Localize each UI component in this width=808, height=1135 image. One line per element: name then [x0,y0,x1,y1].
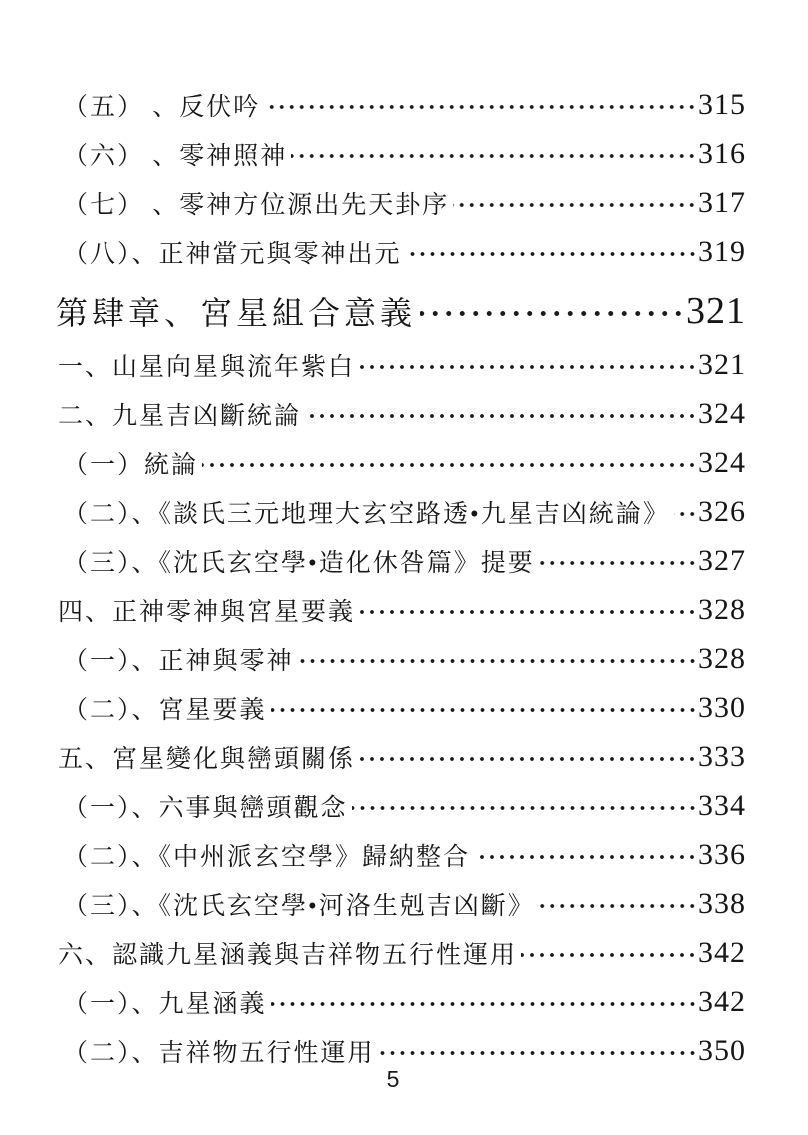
dot-leader [202,459,697,471]
toc-entry-page-number: 342 [698,935,746,969]
toc-entry-label: 二、九星吉凶斷統論 [58,402,302,430]
dot-leader [298,655,697,667]
toc-entry-page-number: 338 [698,886,746,920]
toc-entry-label: （二）、《談氏三元地理大玄空路透•九星吉凶統論》 [63,500,670,528]
dot-leader [521,949,697,961]
dot-leader [379,1047,697,1059]
toc-entry-label: （二）、吉祥物五行性運用 [63,1039,375,1067]
toc-entry-page-number: 350 [698,1033,746,1067]
toc-entry-page-number: 316 [698,136,746,170]
dot-leader [359,753,697,765]
toc-entry-label: （一）、九星涵義 [63,990,267,1018]
toc-entry [56,879,746,928]
dot-leader [271,704,697,716]
dot-leader [359,606,697,618]
dot-leader [352,802,697,814]
toc-entry-label: （二）、《中州派玄空學》歸納整合 [63,843,471,871]
toc-entry-page-number: 342 [698,984,746,1018]
toc-entry [56,634,746,683]
toc-entry-label: 六、認識九星涵義與吉祥物五行性運用 [58,941,518,969]
toc-entry-page-number: 324 [698,396,746,430]
toc-entry-page-number: 327 [698,543,746,577]
toc-entry-label: （七） 、零神方位源出先天卦序 [63,191,450,219]
toc-entry [56,389,746,438]
dot-leader [406,248,697,260]
toc-entry [56,80,746,129]
dot-leader [291,150,697,162]
toc-entry-page-number: 336 [698,837,746,871]
toc-entry-page-number: 330 [698,690,746,724]
toc-entry-page-number: 333 [698,739,746,773]
toc-entry-label: （二）、宮星要義 [63,696,267,724]
dot-leader [271,998,697,1010]
toc-entry [56,438,746,487]
dot-leader [453,199,697,211]
toc-entry-label: 五、宮星變化與巒頭關係 [58,745,356,773]
toc-entry-label: 第肆章、宮星組合意義 [56,295,417,331]
toc-entry-page-number: 328 [698,641,746,675]
toc-entry-label: （三）、《沈氏玄空學•造化休咎篇》提要 [63,549,535,577]
toc-entry [56,487,746,536]
dot-leader [359,361,697,373]
toc-entry [56,282,746,340]
toc-entry [56,928,746,977]
toc-entry-page-number: 321 [698,347,746,381]
toc-entry-label: （一）、正神與零神 [63,647,294,675]
toc-entry-page-number: 334 [698,788,746,822]
toc-entry-label: （一）、六事與巒頭觀念 [63,794,348,822]
toc-entry [56,781,746,830]
toc-entry-label: （八）、正神當元與零神出元 [63,240,402,268]
table-of-contents [56,80,746,1075]
toc-entry [56,227,746,276]
page-number-footer: 5 [386,1066,400,1092]
toc-entry [56,683,746,732]
dot-leader [305,410,697,422]
toc-entry-label: 四、正神零神與宮星要義 [58,598,356,626]
toc-entry-label: （五） 、反伏吟 [63,93,261,121]
toc-entry-label: （三）、《沈氏玄空學•河洛生剋吉凶斷》 [63,892,535,920]
toc-entry-label: （六） 、零神照神 [63,142,288,170]
toc-entry [56,977,746,1026]
toc-entry [56,129,746,178]
toc-entry [56,732,746,781]
toc-entry [56,340,746,389]
toc-entry [56,585,746,634]
toc-entry-page-number: 317 [698,185,746,219]
dot-leader [539,557,697,569]
toc-entry-page-number: 328 [698,592,746,626]
toc-entry-label: 一、山星向星與流年紫白 [58,353,356,381]
dot-leader [539,900,697,912]
toc-entry-page-number: 319 [698,234,746,268]
toc-entry-page-number: 326 [698,494,746,528]
toc-entry-page-number: 321 [686,290,746,332]
dot-leader [474,851,697,863]
toc-entry-label: （一）統論 [63,451,199,479]
dot-leader [674,508,697,520]
toc-entry [56,830,746,879]
toc-entry-page-number: 324 [698,445,746,479]
dot-leader [420,306,685,321]
toc-entry [56,536,746,585]
toc-entry-page-number: 315 [698,87,746,121]
dot-leader [264,101,697,113]
toc-entry [56,178,746,227]
